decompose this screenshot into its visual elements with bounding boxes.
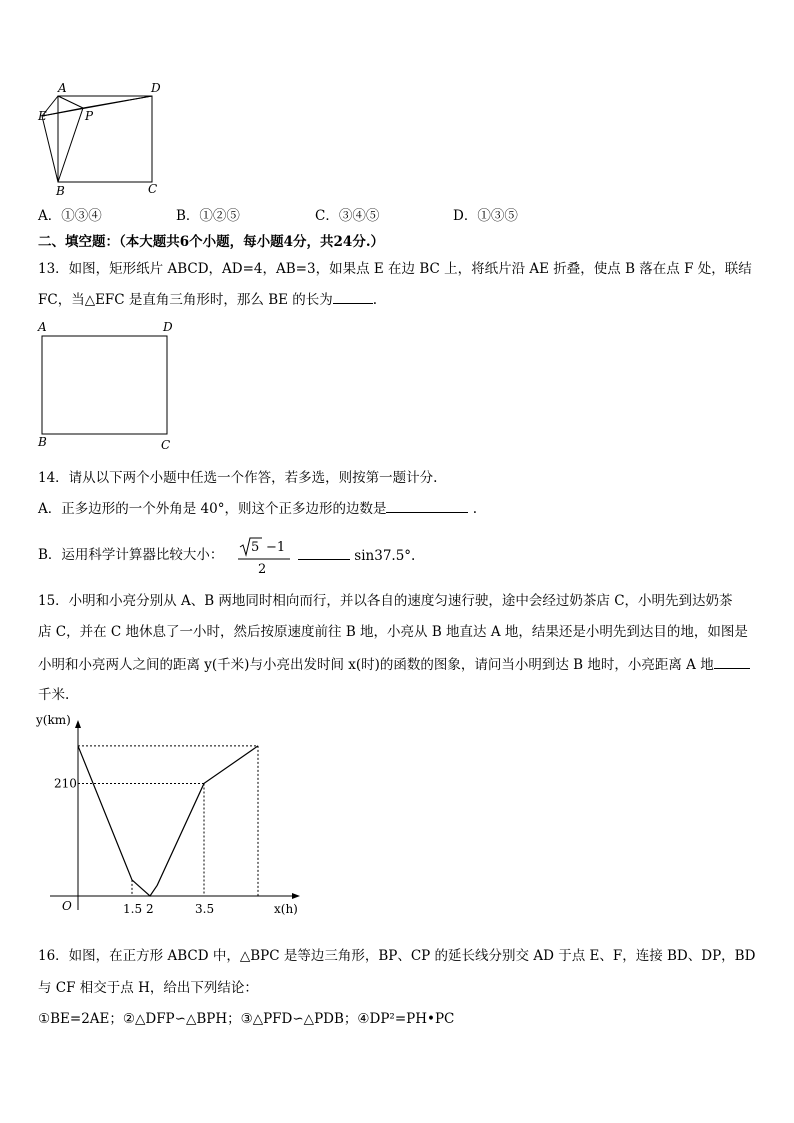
fraction-numerator-rest: −1 [266, 540, 286, 555]
q13-line1: 13．如图，矩形纸片 ABCD，AD=4，AB=3，如果点 E 在边 BC 上，将纸片沿 AE 折叠，使点 B 落在点 F 处，联结 [38, 261, 752, 277]
fig2-label-d: D [163, 320, 173, 334]
fig1-label-b: B [56, 184, 65, 198]
option-a: A．①③④ [38, 208, 102, 224]
option-b: B．①②⑤ [176, 208, 240, 224]
q15-line3: 小明和小亮两人之间的距离 y(千米)与小亮出发时间 x(时)的函数的图象，请问当小明到达 B 地时，小亮距离 A 地 [38, 656, 750, 673]
figure-square-abcd-pe [30, 78, 170, 198]
q15-line4: 千米. [38, 687, 70, 703]
x-axis-label: x(h) [274, 902, 298, 916]
section-heading: 二、填空题：（本大题共6个小题，每小题4分，共24分.） [38, 234, 385, 250]
q14-fraction [236, 535, 292, 581]
fig1-label-d: D [151, 81, 161, 95]
y-axis-arrow-icon [75, 720, 81, 728]
q14-b-text: B．运用科学计算器比较大小： [38, 547, 224, 563]
fig1-label-e: E [38, 109, 47, 123]
x-tick-label: 2 [146, 902, 154, 916]
y-axis-label: y(km) [36, 713, 71, 727]
fig2-label-c: C [161, 438, 171, 452]
x-tick-label: 3.5 [195, 902, 215, 916]
q14-a: A．正多边形的一个外角是 40°，则这个正多边形的边数是 . [38, 501, 478, 517]
fig1-label-p: P [85, 109, 94, 123]
option-d: D．①③⑤ [453, 208, 518, 224]
series-line [78, 746, 258, 896]
y-tick-label: 210 [54, 776, 77, 791]
option-c: C．③④⑤ [315, 208, 380, 224]
distance-time-graph [30, 710, 310, 920]
q16-line1: 16．如图，在正方形 ABCD 中，△BPC 是等边三角形，BP、CP 的延长线分别交 AD 于点 E、F，连接 BD、DP，BD [38, 948, 756, 964]
x-tick-label: 1.5 [123, 902, 143, 916]
fig2-label-b: B [38, 435, 47, 449]
origin-label: O [62, 899, 72, 913]
fig1-label-a: A [58, 81, 67, 95]
q14-b-end: sin37.5°. [298, 547, 415, 564]
q15-line1: 15．小明和小亮分别从 A、B 两地同时相向而行，并以各自的速度匀速行驶，途中会经过奶茶店 C，小明先到达奶茶 [38, 593, 733, 609]
figure-rectangle-abcd [30, 318, 180, 454]
fig2-label-a: A [38, 320, 47, 334]
q16-line2: 与 CF 相交于点 H，给出下列结论： [38, 980, 258, 996]
q15-line2: 店 C，并在 C 地休息了一小时，然后按原速度前往 B 地，小亮从 B 地直达 A 地，结果还是小明先到达目的地，如图是 [38, 624, 748, 640]
fig1-label-c: C [148, 182, 158, 196]
fraction-radicand: 5 [251, 540, 260, 555]
q13-line2: FC，当△EFC 是直角三角形时，那么 BE 的长为 . [38, 292, 378, 308]
x-axis-arrow-icon [292, 893, 300, 899]
q16-line3: ①BE=2AE；②△DFP∽△BPH；③△PFD∽△PDB；④DP²=PH•PC [38, 1011, 455, 1027]
q14-intro: 14．请从以下两个小题中任选一个作答，若多选，则按第一题计分. [38, 470, 438, 486]
fraction-denominator: 2 [258, 562, 267, 577]
